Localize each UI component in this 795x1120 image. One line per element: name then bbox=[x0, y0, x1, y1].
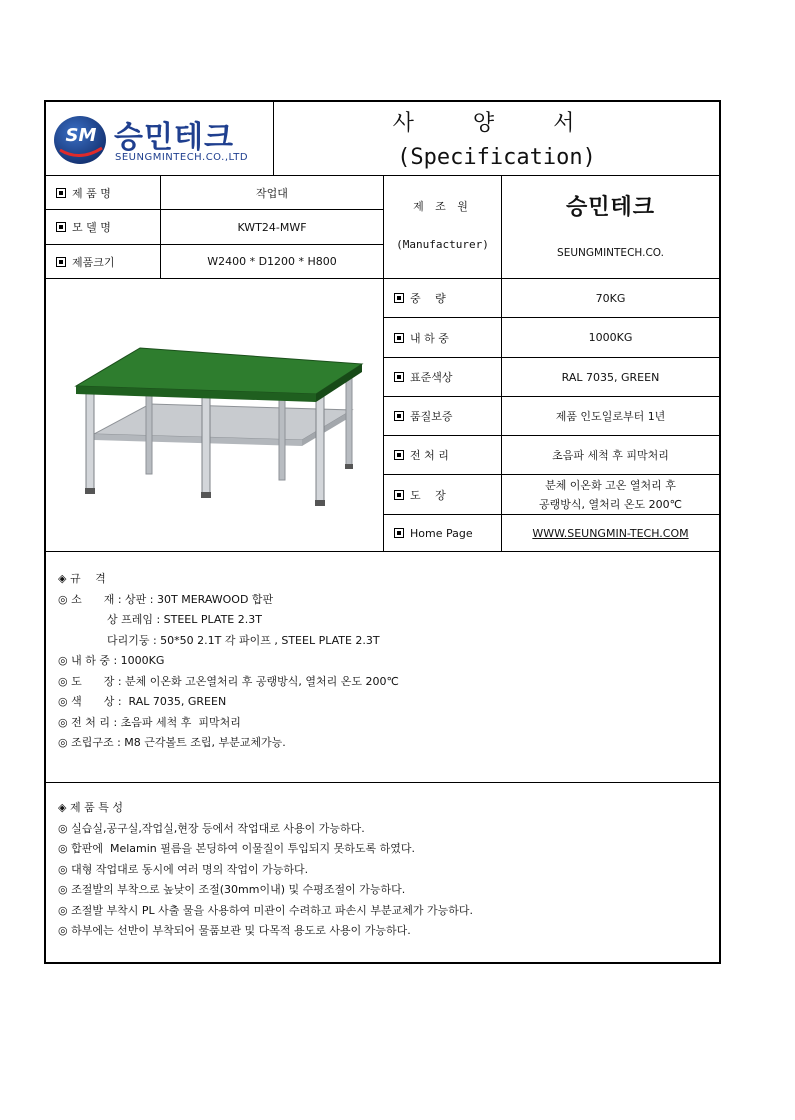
checkbox-icon bbox=[56, 188, 66, 198]
homepage-link[interactable]: WWW.SEUNGMIN-TECH.COM bbox=[532, 526, 689, 540]
spec-line: ◎ 전 처 리 : 초음파 세척 후 피막처리 bbox=[58, 715, 241, 729]
checkbox-icon bbox=[394, 450, 404, 460]
standard-color-label: 표준색상 bbox=[384, 358, 511, 396]
spec-heading: ◈ 규 격 bbox=[58, 572, 106, 585]
checkbox-icon bbox=[394, 293, 404, 303]
logo-mark: SM bbox=[65, 125, 97, 146]
spec-section bbox=[58, 569, 708, 754]
feature-line: ◎ 조절발 부착시 PL 사출 물을 사용하여 미관이 수려하고 파손시 부분교체가 가능하다. bbox=[58, 903, 473, 917]
document-title: 사 양 서 bbox=[392, 110, 601, 136]
document-subtitle: (Specification) bbox=[397, 144, 596, 170]
load-capacity-label: 내 하 중 bbox=[384, 318, 511, 357]
manufacturer-name: 승민테크 bbox=[565, 194, 655, 220]
weight-value: 70KG bbox=[595, 291, 626, 305]
product-image bbox=[54, 284, 376, 546]
logo-text: 승민테크 bbox=[114, 120, 234, 155]
spec-sheet bbox=[44, 100, 721, 964]
checkbox-icon bbox=[394, 333, 404, 343]
feature-line: ◎ 합판에 Melamin 필름을 본딩하여 이물질이 투입되지 못하도록 하였다. bbox=[58, 842, 416, 855]
warranty-value: 제품 인도일로부터 1년 bbox=[555, 410, 666, 423]
checkbox-icon bbox=[394, 528, 404, 538]
model-name-label: 모 델 명 bbox=[46, 210, 170, 244]
spec-line: ◎ 색 상 : RAL 7035, GREEN bbox=[58, 695, 227, 708]
warranty-label: 품질보증 bbox=[384, 397, 511, 435]
pretreatment-label: 전 처 리 bbox=[384, 436, 511, 474]
product-size-label: 제품크기 bbox=[46, 245, 170, 278]
spec-line: ◎ 내 하 중 : 1000KG bbox=[58, 654, 165, 667]
checkbox-icon bbox=[394, 490, 404, 500]
coating-label: 도 장 bbox=[384, 475, 511, 514]
standard-color-value: RAL 7035, GREEN bbox=[561, 370, 660, 384]
checkbox-icon bbox=[394, 411, 404, 421]
pretreatment-value: 초음파 세척 후 피막처리 bbox=[552, 449, 669, 462]
load-capacity-value: 1000KG bbox=[588, 331, 633, 344]
spec-line: 다리기둥 : 50*50 2.1T 각 파이프 , STEEL PLATE 2.3T bbox=[58, 633, 380, 647]
coating-value: 분체 이온화 고온 열처리 후 공랭방식, 열처리 온도 200℃ bbox=[539, 478, 682, 511]
checkbox-icon bbox=[56, 257, 66, 267]
model-name-value: KWT24-MWF bbox=[237, 220, 307, 234]
manufacturer-label: 제 조 원 bbox=[413, 200, 472, 213]
spec-line: ◎ 도 장 : 분체 이온화 고온열처리 후 공랭방식, 열처리 온도 200℃ bbox=[58, 674, 399, 688]
feature-line: ◎ 실습실,공구실,작업실,현장 등에서 작업대로 사용이 가능하다. bbox=[58, 821, 365, 835]
logo-subtext: SEUNGMINTECH.CO.,LTD bbox=[115, 152, 249, 163]
spec-line: ◎ 소 재 : 상판 : 30T MERAWOOD 합판 bbox=[58, 592, 274, 606]
features-section bbox=[58, 798, 708, 942]
feature-line: ◎ 조절발의 부착으로 높낮이 조절(30mm이내) 및 수평조절이 가능하다. bbox=[58, 883, 406, 896]
checkbox-icon bbox=[394, 372, 404, 382]
features-heading: ◈ 제 품 특 성 bbox=[58, 801, 123, 814]
manufacturer-label-en: (Manufacturer) bbox=[396, 237, 489, 251]
spec-line: 상 프레임 : STEEL PLATE 2.3T bbox=[58, 613, 262, 626]
checkbox-icon bbox=[56, 222, 66, 232]
feature-line: ◎ 하부에는 선반이 부착되어 물품보관 및 다목적 용도로 사용이 가능하다. bbox=[58, 924, 411, 937]
weight-label: 중 량 bbox=[384, 279, 511, 317]
manufacturer-site: SEUNGMINTECH.CO. bbox=[557, 247, 664, 259]
feature-line: ◎ 대형 작업대로 동시에 여러 명의 작업이 가능하다. bbox=[58, 862, 309, 876]
homepage-label: Home Page bbox=[384, 515, 511, 551]
spec-line: ◎ 조립구조 : M8 근각볼트 조립, 부분교체가능. bbox=[58, 736, 286, 749]
product-size-value: W2400 * D1200 * H800 bbox=[207, 255, 337, 268]
homepage-link-cell bbox=[502, 515, 719, 551]
product-name-value: 작업대 bbox=[256, 186, 288, 200]
company-logo bbox=[52, 110, 268, 170]
product-name-label: 제 품 명 bbox=[46, 176, 170, 209]
